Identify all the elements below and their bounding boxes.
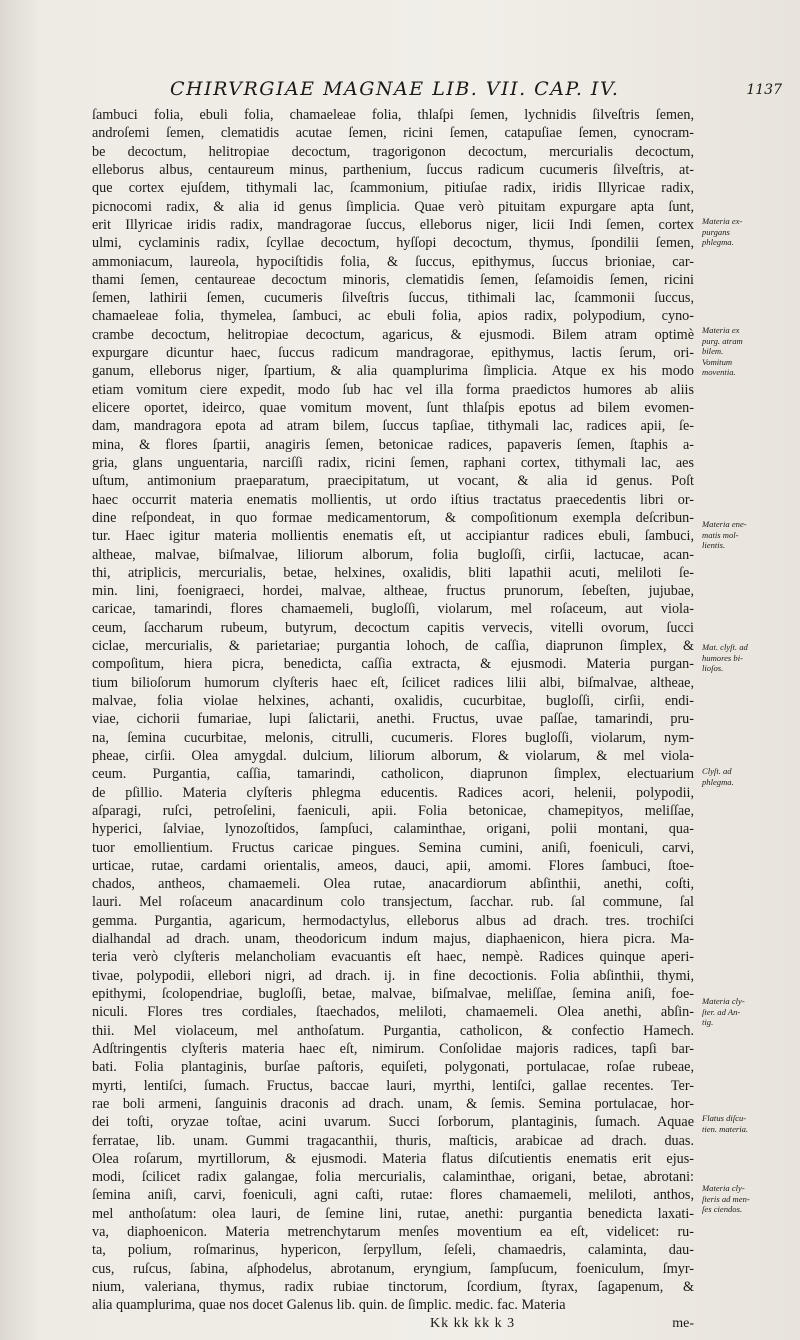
margin-note-line: Mat. clyſt. ad [702,642,748,652]
text-line: epithymi, ſcolopendriae, bugloſſi, betae, malvae, biſmalvae, meliſſae, ſemina aniſi, foe- [92,986,694,1002]
text-line: lauri. Mel roſaceum anacardinum colo transjectum, ſacchar. rub. ſal commune, ſal [92,894,694,911]
text-line: niculi. Flores tres cordiales, ſtaechados, meliloti, chamaemeli. Olea anethi, abſin- [92,1004,694,1021]
margin-note-line: phlegma. [702,237,734,247]
margin-note-clyst-antig [702,996,798,1028]
margin-note-line: Clyſt. ad [702,766,732,776]
text-line: uſtum, antimonium praeparatum, praecipitatum, ut vocant, & alia id genus. Poſt [92,473,694,490]
text-line: hyperici, ſalviae, lynozoſtidos, ſampſuci, calaminthae, origani, polii montani, qua- [92,821,694,838]
margin-note-line: ſes ciendos. [702,1204,743,1214]
text-line: malvae, folia violae helxines, achanti, oxalidis, cucurbitae, bugloſſi, cirſii, endi- [92,693,694,709]
margin-note-line: tig. [702,1017,714,1027]
text-line: nium, valeriana, thymus, radix rubiae tinctorum, ſcordium, ſtyrax, ſagapenum, & [92,1279,694,1295]
text-line: mina, & flores ſpartii, anagiris ſemen, betonicae radices, papaveris ſemen, ſtaphis a- [92,436,694,453]
text-line: ſambuci folia, ebuli folia, chamaeleae folia, thlaſpi ſemen, lychnidis ſilveſtris ſemen, [92,107,694,123]
text-line: ferratae, lib. unam. Gummi tragacanthii, thuris, maſticis, arabicae ad drach. duas. [92,1132,694,1149]
margin-note-line: purgans [702,226,730,237]
text-line: androſemi ſemen, clematidis acutae ſemen, ricini ſemen, catapuſiae ſemen, cynocram- [92,125,694,142]
margin-note-line: Materia cly- [702,996,745,1006]
text-line: thii. Mel violaceum, mel anthoſatum. Purgantia, catholicon, & confectio Hamech. [92,1022,694,1039]
text-line: ta, polium, roſmarinus, hypericon, ſerpyllum, ſeſeli, chamaedris, calaminta, dau- [92,1242,694,1259]
margin-note-clyst-phlegma [702,766,798,787]
margin-note-line: lioſos. [702,663,724,673]
text-line: dam, mandragora epota ad atram bilem, ſuccus tapſiae, tithymali lac, radices apii, ſe- [92,418,694,435]
text-line: ganum, elleborus niger, ſpartium, & alia quamplurima ſimplicia. Atque ex his modo [92,363,694,380]
main-text-block [92,106,694,1315]
text-line: dialhandal ad drach. unam, theodoricum indum majus, diaphaenicon, hiera picra. Ma- [92,931,694,948]
text-line: que cortex ejuſdem, tithymali lac, ſcammonium, pitiuſae radix, iridis Illyricae radix, [92,180,694,197]
text-line: thi, atriplicis, mercurialis, betae, helxines, oxalidis, bliti lapathii acuti, meliloti ſe- [92,564,694,581]
margin-note-line: Flatus diſcu- [702,1113,747,1123]
margin-note-flatus-discutien [702,1113,798,1134]
text-line: rae boli armeni, ſanguinis draconis ad drach. unam, & ſemis. Semina portulacae, hor- [92,1095,694,1112]
margin-note-line: humores bi- [702,652,743,663]
text-line: elicere oportet, ideirco, quae vomitum movent, ſunt thlaſpis epotus ad bilem evomen- [92,400,694,416]
margin-note-enematis-mollientis [702,519,798,551]
text-line: ulmi, cyclaminis radix, ſcyllae decoctum, hyſſopi decoctum, thymus, ſpondilii ſemen, [92,235,694,252]
page-footer [92,1316,694,1336]
text-line: caricae, tamarindi, flores chamaemeli, bugloſſi, violarum, mel roſaceum, aut viola- [92,601,694,618]
margin-note-line: ſteris ad men- [702,1193,750,1204]
text-line: chamaeleae folia, thymelea, ſambuci, ac ebuli folia, apios radix, polypodium, cyno- [92,308,694,325]
signature-mark: Kk kk kk k 3 [430,1316,516,1331]
running-title: CHIRVRGIAE MAGNAE LIB. VII. CAP. IV. [170,78,620,100]
text-line: ſemina aniſi, carvi, foeniculi, agni caſti, rutae: flores chamaemeli, meliloti, anthos, [92,1187,694,1204]
text-line: picnocomi radix, & alia id genus ſimplicia. Quae verò pituitam expurgare apta ſunt, [92,198,694,215]
text-line: myrti, lentiſci, ſumach. Fructus, baccae lauri, myrthi, lentiſci, gallae recentes. Ter- [92,1077,694,1094]
text-line: urticae, rutae, cardami orientalis, ameos, dauci, apii, amomi. Flores ſambuci, ſtoe- [92,857,694,874]
text-line: gemma. Purgantia, agaricum, hermodactylus, elleborus albus ad drach. tres. trochiſci [92,912,694,929]
text-line: ciclae, mercurialis, & parietariae; purgantia lohoch, de caſſia, diaprunon ſimplex, & [92,638,694,655]
text-line: etiam vomitum ciere expedit, modo ſub hac vel illa forma praedictos humores ab aliis [92,381,694,398]
page-number: 1137 [746,82,782,98]
text-line: erit Illyricae iridis radix, mandragorae ſuccus, elleborus niger, licii Indi ſemen, cortex [92,216,694,233]
text-line: elleborus albus, centaureum minus, parthenium, ſuccus radicum cucumeris ſilveſtris, at- [92,161,694,178]
margin-note-line: Materia ene- [702,519,747,529]
margin-note-line: bilem. [702,346,724,356]
text-line: gria, glans unguentaria, narciſſi radix, ricini ſemen, raphani cortex, tithymali lac, aes [92,454,694,471]
text-line: na, ſemina cucurbitae, melonis, citrulli, cucumeris. Flores bugloſſi, violarum, nym- [92,729,694,746]
text-line: chados, antheos, chamaemeli. Olea rutae, anacardiorum abſinthii, anethi, coſti, [92,876,694,893]
margin-note-expurgans-phlegma [702,216,798,248]
text-line: teria verò clyſteris melancholiam evacuantis eſt haec, nempè. Radices quinque aperi- [92,949,694,966]
text-line: Adſtringentis clyſteris materia haec eſt, nimirum. Conſolidae majoris radices, tapſi bar- [92,1040,694,1057]
margin-note-atram-bilem [702,325,798,378]
text-line: dei toſti, oryzae toſtae, acini uvarum. Succi ſorborum, plantaginis, ſumach. Aquae [92,1114,694,1131]
margin-note-line: moventia. [702,367,736,377]
text-line: expurgare dicuntur haec, ſuccus radicum mandragorae, epithymus, lactis ſerum, ori- [92,345,694,362]
text-line: be decoctum, helitropiae decoctum, tragorigonon decoctum, mercurialis decoctum, [92,143,694,160]
text-line: tuor emollientium. Fructus caricae pingues. Semina cumini, aniſi, foeniculi, carvi, [92,839,694,856]
margin-note-line: Materia ex [702,325,740,335]
text-line: haec occurrit materia enematis mollientis, ut ordo iſtius tractatus praecedentis libri or- [92,491,694,508]
margin-note-line: ſter. ad An- [702,1006,741,1017]
text-line: mel anthoſatum: olea lauri, de ſemine lini, rutae, anethi: purgantia benedicta laxati- [92,1205,694,1222]
text-line: Olea roſarum, myrtillorum, & ejusmodi. Materia flatus diſcutientis enematis erit ejus- [92,1150,694,1167]
text-line: modi, ſcilicet radix galangae, folia mercurialis, calaminthae, origani, betae, abrotani: [92,1169,694,1186]
margin-note-line: matis mol- [702,529,739,540]
margin-note-line: lientis. [702,540,726,550]
text-line: tivae, polypodii, ellebori nigri, ad drach. ij. in fine decoctionis. Folia abſinthii, thymi, [92,967,694,984]
text-line: pheae, cirſii. Olea amygdal. dulcium, liliorum alborum, & violarum, & mel viola- [92,747,694,764]
text-line: altheae, malvae, biſmalvae, liliorum alborum, folia bugloſſi, cirſii, lactucae, acan- [92,546,694,563]
margin-note-menses-ciendos [702,1183,798,1215]
catchword: me- [672,1316,694,1331]
text-line: compoſitum, hiera picra, benedicta, caſſia extracta, & ejusmodi. Materia purgan- [92,656,694,673]
text-line: thami ſemen, centaureae decoctum minoris, clematidis ſemen, ſeſamoidis ſemen, ricini [92,271,694,288]
margin-note-humores-biliosos [702,642,798,674]
text-line: ceum. Purgantia, caſſia, tamarindi, catholicon, diaprunon ſimplex, electuarium [92,766,694,783]
text-line: va, diaphoenicon. Materia metrenchytarum menſes moventium ea eſt, videlicet: ru- [92,1224,694,1241]
text-line: ſemen, lathirii ſemen, cucumeris ſilveſtris ſuccus, tithimali lac, ſcammonii ſuccus, [92,290,694,307]
text-line: viae, cichorii fumariae, lupi ſalictarii, anethi. Fructus, uvae paſſae, tamarindi, pru- [92,711,694,728]
text-line: aſparagi, ruſci, petroſelini, faeniculi, apii. Folia betonicae, chamepityos, meliſſae, [92,802,694,819]
text-line: alia quamplurima, quae nos docet Galenus lib. quin. de ſimplic. medic. fac. Materia [92,1297,566,1314]
text-line: dine reſpondeat, in quo formae medicamentorum, & compoſitionum exempla deſcribun- [92,509,694,526]
text-line: de pſillio. Materia clyſteris phlegma educentis. Radices acori, helenii, polypodii, [92,784,694,801]
text-line: min. lini, foenigraeci, hordei, malvae, altheae, fructus prunorum, ſebeſten, jujubae, [92,583,694,600]
margin-note-line: Materia cly- [702,1183,745,1193]
page-header [0,78,800,106]
text-line: cus, ruſcus, ſabina, aſphodelus, abrotanum, eryngium, ſampſucum, foeniculum, ſmyr- [92,1260,694,1277]
margin-note-line: tien. materia. [702,1123,749,1134]
text-line: tur. Haec igitur materia mollientis enematis eſt, ut accipiantur radices ebuli, ſambuci, [92,528,694,545]
text-line: crambe decoctum, helitropiae decoctum, agaricus, & ejusmodi. Bilem atram optimè [92,326,694,343]
margin-note-line: Materia ex- [702,216,743,226]
text-line: tium bilioſorum humorum clyſteris haec eſt, ſcilicet radices lilii albi, biſmalvae, altheae, [92,674,694,691]
margin-note-line: phlegma. [702,776,734,787]
text-line: ammoniacum, laureola, hypociſtidis folia, & ſuccus, epithymus, ſuccus brioniae, car- [92,253,694,270]
margin-note-line: purg. atram [702,335,743,346]
margin-note-line: Vomitum [702,356,733,367]
text-line: ceum, ſaccharum rubeum, butyrum, decoctum capitis vervecis, vitelli ovorum, ſucci [92,619,694,636]
text-line: bati. Folia plantaginis, burſae paſtoris, equiſeti, polygonati, portulacae, roſae rubeae, [92,1059,694,1076]
